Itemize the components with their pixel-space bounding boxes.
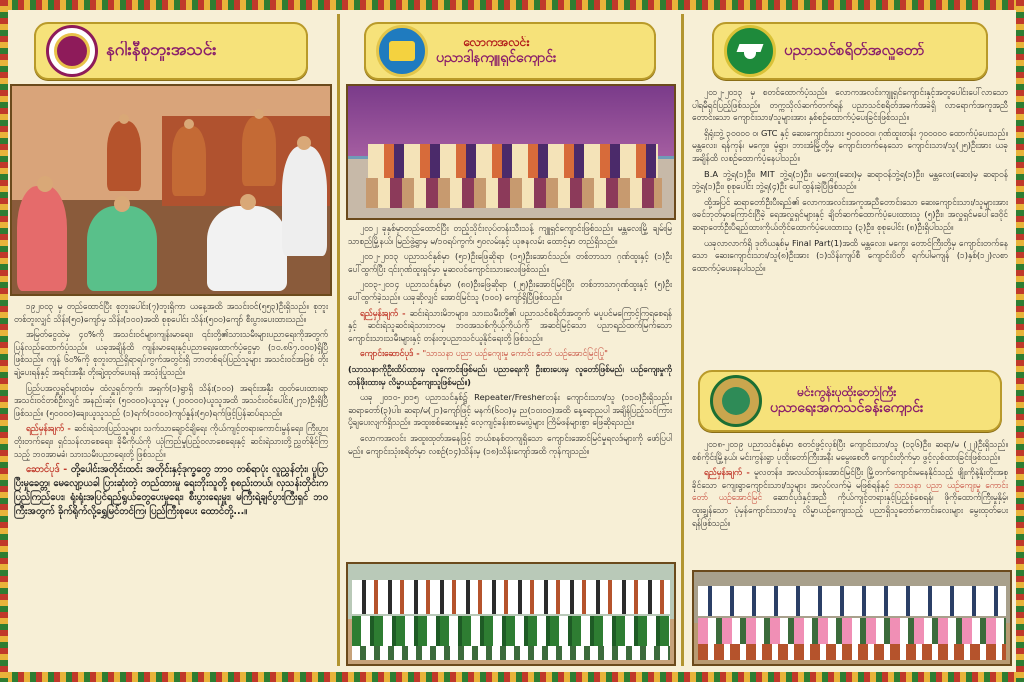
- motto-quote: (သာသနာကိုဦးထိပ်ထားမှ လူကောင်းဖြစ်မည်၊ ပညာရေးကို ဦးစားပေးမှ လူတော်ဖြစ်မည်၊ ယဉ်ကျေးမှုကိုတန်ဖိုးထားမှ လိမ္မာယဉ်ကျေးသူဖြစ်မည်။): [348, 363, 672, 387]
- goal-text: ဆင်းရဲသားပြည်သူများ သက်သာချောင်ချိရေး ကိုယ်ကျင့်တရားကောင်းမွန်ရေး၊ ကြီးပွားတိုးတက်ရေး၊ ရှင်သန်လာစေရေး၊ ခိုမီကိုယ်ကို ယုံကြည်မှုပြည့်ဝလာစေရေးနှင့် ဆင်းရဲသားတို့ညွှတ်နိုင်ကြသည့် ဘဝအာမခံ၊ သားသမီးပညာရေးတို့ ဖြစ်သည်။: [14, 423, 329, 459]
- scholarship-banner: [712, 22, 988, 80]
- book-school-logo-icon: [376, 25, 428, 77]
- goal-highlight: သာသနာ ပညာ ယဉ်ကျေးမှု ကောင်း တော် ယဉ်အောင်မြင်: [692, 479, 1008, 503]
- paragraph: လောကအလင်း အထူးထုတ်အနေဖြင့် ဘယ်စနစ်တကျရှိသော ကျောင်းအောင်မြင်မှုရလဒ်များကို ဖော်ပြပါမည်။ ကျောင်းသုံးစရိတ်မှာ လစဉ်(၁၄)သိန်းမှ (၁၈)သိန်းကျော်အထိ ကုန်ကျသည်။: [348, 432, 672, 456]
- slogan-paragraph: [14, 463, 328, 519]
- savings-group-banner: [34, 22, 308, 80]
- right-border: [1016, 0, 1024, 682]
- paragraph: အမြတ်ငွေထဲမှ ၄၀%ကို အသင်းဝင်များကျန်းမာရေး၊ ၎င်းတို့၏သားသမီးများပညာရေးကိုအတွက် ပြန်လည်ထောက်ပံ့သည်။ ယခုအချိန်ထိ ကျန်းမာရေးနှင့်ပညာရေးထောက်ပံ့ငွေမှာ (၁၀.၈၆၇.၀၀၀)ရှိပြီဖြစ်သည်။ ကျန် ၆၀%ကို စုဘူးတည်ရှိရာရပ်ကွက်အတွင်းရှိ ဘာတစ်ရပ်ပြည်သူများ အသင်းဝင်အဖြစ် တိုးချဲ့ပေးရန်နှင့် အရင်းအနှီး တိုးချဲ့ထုတ်ပေးရန် အသုံးပြုသည်။: [14, 329, 328, 377]
- monastic-school-title: [770, 386, 924, 416]
- banner-main-title: ပညာရေးအကသင်ခန်းကျောင်း: [770, 399, 924, 416]
- banner-supertitle: လောကအလင်း: [463, 36, 530, 50]
- graduation-photo: [346, 84, 676, 220]
- monastery-seal-icon: [710, 375, 762, 427]
- savings-group-photo: [10, 84, 332, 296]
- slogan-paragraph: [348, 347, 672, 360]
- goal-paragraph: [692, 466, 1008, 529]
- paragraph: B.A ဘွဲ့ရ(၁)ဦး၊ MIT ဘွဲ့ရ(၁)ဦး၊ မကွေး(ဆေး)မှ ဆရာဝန်ဘွဲ့ရ(၁)ဦး၊ မန္တလေး(ဆေး)မှ ဆရာဝန်ဘွဲ့ရ(၁)ဦး၊ စုစုပေါင်း ဘွဲ့ရ(၄)ဦး ပေါ်ထွန်းခဲ့ပြီဖြစ်သည်။: [692, 168, 1008, 192]
- paragraph: ထို့အပြင် ဆရာတော်ဦးပီးရည်၏ လောကအလင်းအကူအညီတောင်းသော ဆေးကျောင်းသား/သူများအားဖခင်ဘုတ်မှာကြောင်းဂြီခဲ့ ရေအလှူရှင်များနှင့် ချိတ်ဆက်ထောက်ပံ့ပေးထားသူ (၅)ဦး၊ အလှူရှင်မပေါ်ဒေဝိုင် ဆရာတော်ဦးပီရည်ထားကိုယ်တိုင်ထောက်ပံ့ပေးထားသူ (၃)ဦး၊ စုစုပေါင်း (၈)ဦးရှိပါသည်။: [692, 196, 1008, 232]
- bottom-border: [0, 672, 1024, 682]
- banner-supertitle: မင်းကွန်းပုထိုးတော်ကြီး: [797, 386, 897, 400]
- savings-group-text: [14, 300, 328, 522]
- top-border: [0, 0, 1024, 10]
- column-divider: [681, 14, 684, 666]
- red-dragon-logo-icon: [46, 25, 98, 77]
- banner-main-title: ပညာဒါနကျူရှင်ကျောင်း: [436, 49, 557, 66]
- paragraph: ၁၉၂၀၀၃ မှ တည်ထောင်ပြီး စုဘူးပေါင်း(၇)ဘူးရှိကာ ယနေ့အထိ အသင်းဝင်(၅၅၃)ဦးရှိသည်။ စုဘူးတစ်ဘူးလျှင် သိန်း(၅၀)ကျော်မှ သိန်း(၁၀၀)အထိ စုစုပေါင်း သိန်း(၅၀၀)ကျော် စီးပွားပေးထားသည်။: [14, 301, 328, 324]
- paragraph: ၂၀၁၂-၂၀၁၃ ပညာသင်နှစ်မှာ (၅၁)ဦးဖြေဆိုရာ (၁၅)ဦးအောင်သည်။ တစ်ဘာသာ ဂုဏ်ထူးနှင့် (၁)ဦး ပေါ်ထွက်ပြီး ၎င်းဂုဏ်ထူးရှင်မှာ မူဆလင်ကျောင်းသားလေးဖြစ်သည်။: [348, 251, 672, 274]
- savings-group-title: နဂါးနီစုဘူးအသင်း: [106, 41, 217, 61]
- scholarship-text: [692, 86, 1008, 277]
- paragraph: ပြည်ပအလှူရှင်များထံမှ ထံလှူရှင်ကွက်၊ အရှက်(၁)ရွာရှိ သိန်း(၁၀၀) အရင်းအနှီး ထုတ်ပေးထားရာ အသင်းဝင်တစ်ဦးလျှင် အနည်းဆုံး (၅၀၀၀၀)ယူသူမှ (၂၀၀၀၀၀)ယူသူအထိ အသင်းဝင်ပေါင်း(၂၇၁)ဦးရှိပြီဖြစ်သည်။ (၅၀၀၀၀)ချေးယူသူသည် (၁)ရက်(၁၀၀၀)ကျပ်နှုန်း(၅၀)ရက်ဖြင့်ပြန်ဆပ်ရသည်။: [14, 382, 328, 418]
- slogan-text: "သာသနာ ပညာ ယဉ်ကျေးမှု ကောင်း တော် ယဉ်အောင်မြင်ပြု": [422, 348, 608, 359]
- paragraph: ၂၀၁၂ ခုနှစ်မှာတည်ထောင်ပြီး တည့်သိုင်းလုပ်တန်းသီးသန့် ကျူရှင်ကျောင်းဖြစ်သည်။ မန္တလေးမြို့ ချမ်းမြသာစည်မြို့နယ်၊ မြည်ဖွဲ့ရွာမှ မ/၁၀ရပ်ကွက်၊ ၅ဝလမ်းနှင့် ယုဇနလမ်း ထောင့်မှာ တည်ရှိသည်။: [348, 223, 672, 246]
- slogan-label: ဆောင်ပုဒ် -: [26, 464, 68, 476]
- tuition-school-title: [436, 36, 557, 66]
- monastic-school-text: [692, 438, 1008, 532]
- goal-paragraph: [348, 307, 672, 345]
- column-scholarship: [688, 14, 1012, 666]
- students-group-photo: [346, 562, 676, 666]
- goal-label: ရည်မှန်းချက် -: [360, 307, 406, 318]
- graduation-cap-icon: [724, 25, 776, 77]
- slogan-label: ကျောင်းဆောင်ပုဒ် -: [360, 348, 420, 359]
- goal-paragraph: [14, 422, 328, 460]
- column-savings-group: [10, 14, 332, 666]
- tuition-school-banner: [364, 22, 656, 80]
- column-divider: [337, 14, 340, 666]
- scholarship-title: ပညာသင်စရိတ်အလှူတော်: [784, 42, 925, 60]
- paragraph: ၂၀၁၃-၂၀၁၄ ပညာသင်နှစ်မှာ (၈၀)ဦးဖြေဆိုရာ (၂၅)ဦးအောင်မြင်ပြီး တစ်ဘာသာဂုဏ်ထူးနှင့် (၅)ဦးပေါ်ထွက်ခဲ့သည်။ ယခုဆိုလျှင် အောင်မြင်သူ (၁၀၀) ကျော်ရှိပြီဖြစ်သည်။: [348, 279, 672, 302]
- paragraph: ၂၀၁၂-၂၀၁၃ မှ စတင်ထောက်ပံ့သည်။ လောကအလင်းကျူရှင်ကျောင်းနှင့်အတူပေါင်းပေါ်လာသော ပါရမီရှင်ပြည့်ဖြစ်သည်။ တက္ကသိုလ်ဆက်တက်ရန် ပညာသင်စရိတ်အခက်အခဲရှိ လာရောက်အကူအညီတောင်းသော ကျောင်းသား/သူများအား နှစ်စဉ်ထောက်ပံ့ပေးခြင်းဖြစ်သည်။: [692, 87, 1008, 123]
- goal-text: မူလတန်း၊ အလယ်တန်းအောင်မြင်ပြီး မြို့တက်ကျောင်းမနေနိုင်သည့် ဖျိုးကိုနဲ့နိုးတိုးအစုခိုင်သော ကျေးရွာကျောင်းသား/သူများ အလုပ်လက်မဲ့ မဖြစ်ရန်နှင့်: [692, 467, 1009, 490]
- goal-text: ဆင်းရဲသားမိဘများ၊ သားသမီးတို့၏ ပညာသင်စရိတ်အတွက် မပူပင်မကြောင့်ကြရစေရန်နှင့် ဆင်းရဲသူဆင်းရဲသားဘဝမှ ဘဝအသစ်ကိုယ့်ကိုယ်ကို အဆင်မြင့်သော ပညာရည်ထက်မြက်သော ကျောင်းသားသမီးများနှင့် တန်းတူပညာသင်ယူနိုင်ရေးတို့ဖြစ်သည်။: [348, 307, 673, 343]
- monastic-school-banner: [698, 370, 1002, 432]
- paragraph: ယခု ၂၀၁၀-၂၀၁၅ ပညာသင်နှစ်၌ Repeater/Fresherတန်း ကျောင်းသား/သူ (၁၁၀)ဦးရှိသည်။ ဆရာတော်(၃)ပါး၊ ဆရာ/မ(၂၁)ကျော်ဖြင့် မနက်(၆၀၀)မှ ည(၁၀း၀၀)အထိ နေ့ရောညပါ အချိန်ပြည့်သင်ကြားပို့ချပေးလျက်ရှိသည်။ အထူးစစ်ဆေးမှုနှင့် လေ့ကျင့်ခန်းစာမေးပွဲများ ကြိမ်ဖန်များစွာ ဖြေဆိုရသည်။: [348, 392, 672, 428]
- goal-label: ရည်မှန်းချက် -: [26, 423, 71, 434]
- left-border: [0, 0, 8, 682]
- slogan-text: တို့ပေါင်းအတိုင်းထင်း အတိုင်းနှင့်ဒုက္ခတွေ ဘာဝ တစ်ရာပုံး လူညွှန်တုံး၊ ပူပြာပြီးမှုခေတ္တ၊ မေလျော့ယခါ ပြားဆုံးတဲ့ တည်ထားမှု ရေးဘိုးသူတို့ စုစည်းတယ်၊ လှသန်းတိုင်းက ပြည်ကြည်ပေး၊ ရုံးရုံးအပြင်ရည်ရွယ်တွေပေးမှုရေး၊ စီးပွားရေးမှူး၊ မကြီးရဲ့ချင်ပွားကြီးရှင် ဘဝကြီးအတွက် ခိုက်ရိုက်လို့ရွှေမြင်တင်ကြ၊ ပြည်ကြီးစုပေး ထောင်တို့...။: [14, 464, 328, 518]
- column-tuition-school: [344, 14, 676, 666]
- monastic-school-photo: [692, 570, 1012, 666]
- goal-label: ရည်မှန်းချက် -: [704, 467, 750, 478]
- paragraph: ရှိရုံးဘွဲ့ ၃၀၀၀၀ ဝ၊ GTC နှင့် ဆေးကျောင်းသား ၅၀၀၀၀ဝ၊ ဂုဏ်ထူးတန်း ၇၀၀၀၀ဝ ထောက်ပံ့ပေးသည်။ မန္တလေး၊ ရန်ကုန်၊ မကွေး၊ မုံရွာ၊ ဘားအံမြို့တို့မှ ကျောင်းတက်နေသော ကျောင်းသား/သူ(၂၅)ဦးအား ယခုအချိန်ထိ လစဉ်ထောက်ပံ့နေပါသည်။: [692, 127, 1008, 163]
- tuition-school-text: [348, 222, 672, 460]
- goal-tail: ဆောင်ပုဒ်နှင့်အညီ ကိုယ်ကျင့်တရားနှင့်ပြည့်စုံစေရန်၊ ဖိုကိုထောက်ကြီးမှုနှိမ့်၊ ထူးချွန်သော ပုံမှန်ကျောင်းသား/သူ လိမ္မာယဉ်ကျေးသည့် ပညာရှိသူတော်ကောင်းလေးများ မွေးထုတ်ပေးရန်ဖြစ်သည်။: [692, 492, 1008, 528]
- paragraph: ယခုလာလာက်ရှိ ဒုတိယနှစ်မှ Final Part(1)အထိ မန္တလေး၊ မကွေး တောင်ကြီးတို့မှ ကျောင်းတက်နေသော ဆေးကျောင်းသား/သူ(၈)ဦးအား (၁)သိန်းကျပ်စီ ကျောင်းပိတ် ရက်ပါမကျန် (၁)နှစ်(၁၂)လစာ ထောက်ပံ့ပေးနေပါသည်။: [692, 237, 1008, 273]
- paragraph: ၂၀၁၈-၂၀၁၉ ပညာသင်နှစ်မှာ စတင်ဖွင့်လှစ်ပြီး ကျောင်းသား/သူ (၁၃၆)ဦး၊ ဆရာ/မ (၂၂)ဦးရှိသည်။ စစ်ကိုင်းမြို့နယ်၊ မင်းကွန်းရွာ ပုထိုးတော်ကြီးအနီး မမွေးစေတီ ကျောင်းတိုက်မှာ ဖွင့်လှစ်ထားခြင်းဖြစ်သည်။: [692, 439, 1008, 462]
